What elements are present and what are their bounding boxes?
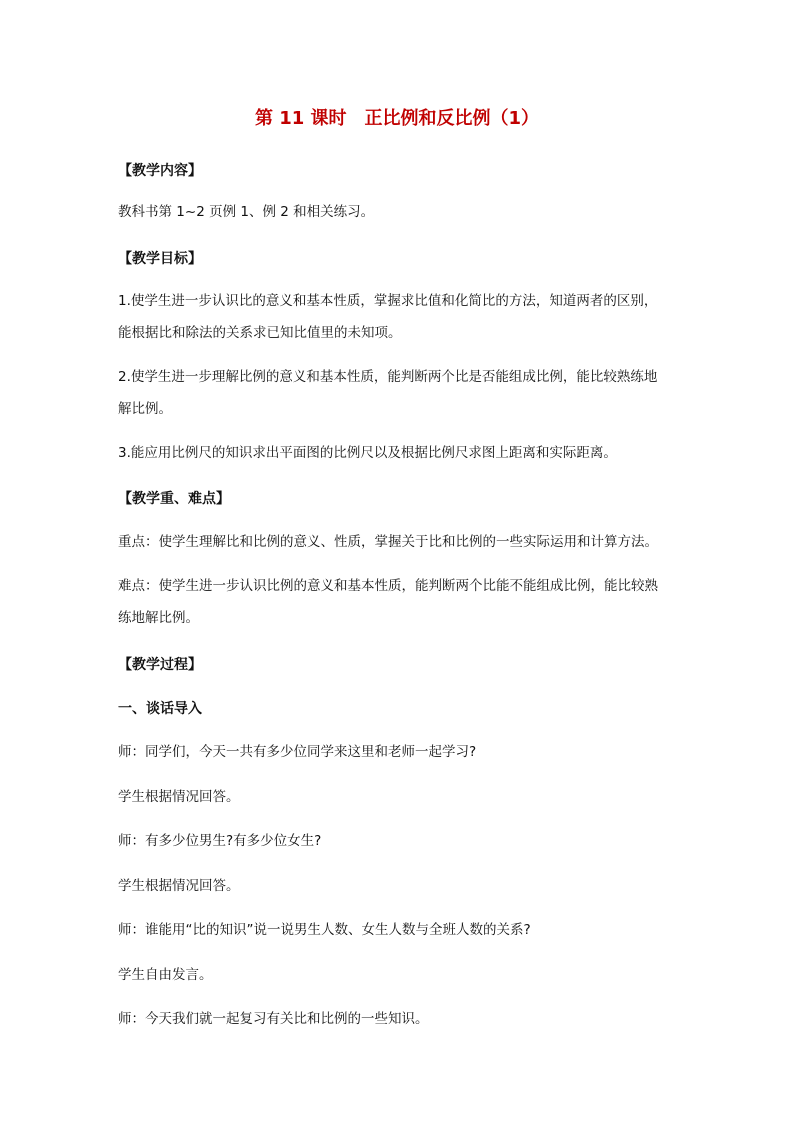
goal-1-line-2: 能根据比和除法的关系求已知比值里的未知项。 <box>118 325 402 341</box>
section-heading-keypoints: 【教学重、难点】 <box>118 491 230 507</box>
dialogue-line-7: 师：今天我们就一起复习有关比和比例的一些知识。 <box>118 1011 429 1027</box>
difficult-point-line-2: 练地解比例。 <box>118 610 199 626</box>
goal-1-line-1: 1.使学生进一步认识比的意义和基本性质，掌握求比值和化简比的方法，知道两者的区别， <box>118 293 658 309</box>
goal-item-1 <box>118 285 678 349</box>
lesson-title: 第 11 课时 正比例和反比例（1） <box>254 108 540 129</box>
dialogue-line <box>118 736 678 768</box>
process-subheading: 一、谈话导入 <box>118 701 202 717</box>
dialogue-line-2: 学生根据情况回答。 <box>118 789 240 805</box>
dialogue-line-3: 师：有多少位男生?有多少位女生? <box>118 833 322 849</box>
key-point <box>118 526 678 558</box>
dialogue-line-4: 学生根据情况回答。 <box>118 878 240 894</box>
content-line: 教科书第 1~2 页例 1、例 2 和相关练习。 <box>118 204 375 220</box>
content-text <box>118 196 678 228</box>
dialogue-line <box>118 959 678 991</box>
goal-3-line-1: 3.能应用比例尺的知识求出平面图的比例尺以及根据比例尺求图上距离和实际距离。 <box>118 445 617 461</box>
dialogue-line <box>118 825 678 857</box>
goal-item-2 <box>118 361 678 425</box>
goal-2-line-1: 2.使学生进一步理解比例的意义和基本性质，能判断两个比是否能组成比例，能比较熟练地 <box>118 369 658 385</box>
dialogue-line <box>118 870 678 902</box>
dialogue-line <box>118 781 678 813</box>
section-heading-goals: 【教学目标】 <box>118 251 202 267</box>
goal-item-3 <box>118 437 678 469</box>
dialogue-line-5: 师：谁能用“比的知识”说一说男生人数、女生人数与全班人数的关系? <box>118 922 531 938</box>
goal-2-line-2: 解比例。 <box>118 401 172 417</box>
dialogue-line <box>118 914 678 946</box>
section-heading-content: 【教学内容】 <box>118 163 202 179</box>
dialogue-line <box>118 1003 678 1035</box>
dialogue-line-1: 师：同学们，今天一共有多少位同学来这里和老师一起学习? <box>118 744 477 760</box>
difficult-point-line-1: 难点：使学生进一步认识比例的意义和基本性质，能判断两个比能不能组成比例，能比较熟 <box>118 578 658 594</box>
key-point-line: 重点：使学生理解比和比例的意义、性质，掌握关于比和比例的一些实际运用和计算方法。 <box>118 534 658 550</box>
dialogue-line-6: 学生自由发言。 <box>118 967 213 983</box>
section-heading-process: 【教学过程】 <box>118 657 202 673</box>
difficult-point <box>118 570 678 634</box>
